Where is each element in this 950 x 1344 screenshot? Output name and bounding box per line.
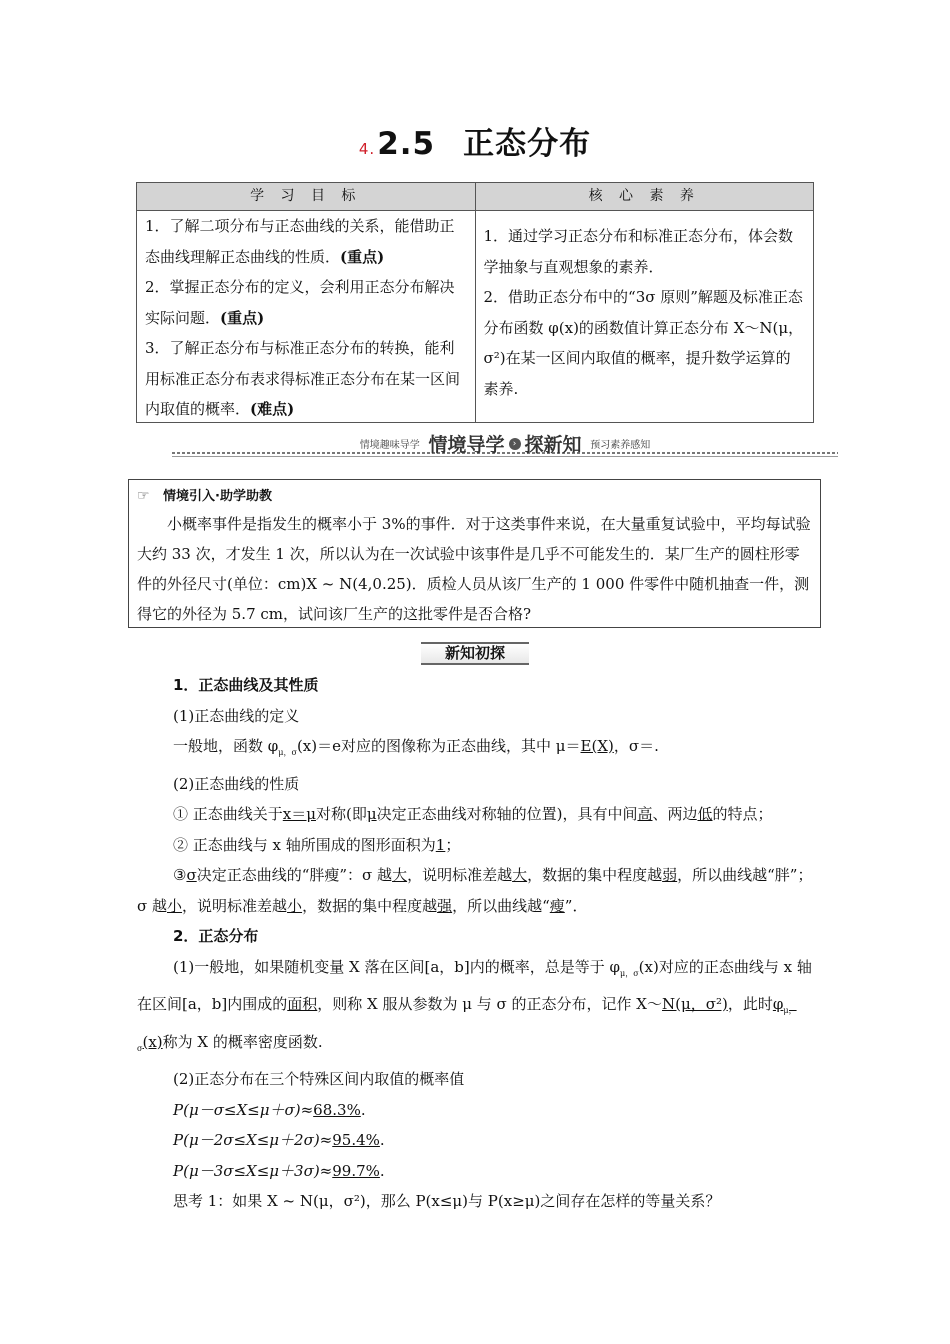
page-title [0,118,950,163]
property-3: ③σ决定正态曲线的“胖瘦”：σ 越大，说明标准差越大，数据的集中程度越弱，所以曲线越“胖”；σ 越小，说明标准差越小，数据的集中程度越强，所以曲线越“瘦”． [137,866,813,915]
title-name: 正态分布 [463,126,592,162]
goals-left-column [137,211,476,423]
title-prefix: 4. [358,140,376,158]
probability-2sigma: P(μ－2σ≤X≤μ＋2σ)≈95.4%. [173,1131,385,1149]
arrow-icon: › [509,438,521,450]
section-1-title: 1．正态曲线及其性质 [173,676,319,694]
section-banner [172,430,838,460]
property-1: ① 正态曲线关于x＝μ对称(即μ决定正态曲线对称轴的位置)，具有中间高、两边低的特点； [173,805,773,823]
probability-3sigma: P(μ－3σ≤X≤μ＋3σ)≈99.7%. [173,1161,385,1180]
banner-right-text: 预习素养感知 [590,440,651,451]
goals-right-column [476,211,814,423]
goal-item: 1．了解二项分布与正态曲线的关系，能借助正态曲线理解正态曲线的性质．(重点) [145,217,455,266]
goals-header-right: 核 心 素 养 [588,188,700,204]
goal-item: 3．了解正态分布与标准正态分布的转换，能利用标准正态分布表求得标准正态分布在某一区间内取值的概率．(难点) [145,339,461,418]
section-2-title: 2．正态分布 [173,927,259,945]
goals-table [136,182,814,423]
intro-label: 情境引入·助学助教 [163,489,272,504]
intro-box [128,479,821,628]
curve-definition: 一般地，函数 $\varphi_{\mu,\sigma}(x)=e$对应的图像称为正态曲线，其中 μ＝E(X)，σ＝. [173,737,659,757]
probability-1sigma: P(μ－σ≤X≤μ＋σ)≈68.3%. [173,1100,366,1119]
intro-text: 小概率事件是指发生的概率小于 3%的事件．对于这类事件来说，在大量重复试验中，平均每试验大约 33 次，才发生 1 次，所以认为在一次试验中该事件是几乎不可能发生的．某厂生产的圆柱形零件的外径尺寸(单位：cm)X ~ N(4,0.25)．质检人员从该厂生产的 1 000 件零件中随机抽查一件，测得它的外径为 5.7 cm，试问该厂生产的这批零件是否合格? [137,515,811,623]
main-content [137,670,815,1217]
banner-main-2: 探新知 [524,434,582,456]
property-2: ② 正态曲线与 x 轴所围成的图形面积为1； [173,835,461,854]
goal-item: 2．掌握正态分布的定义，会利用正态分布解决实际问题．(重点) [145,278,455,327]
title-number: 2.5 [377,126,436,162]
pointing-hand-icon: ☞ [137,488,150,504]
distribution-definition: (1)一般地，如果随机变量 X 落在区间[a，b]内的概率，总是等于 $\varphi_{\mu,\sigma}(x)$对应的正态曲线与 x 轴在区间[a，b]内围成的面积，则称 X 服从参数为 μ 与 σ 的正态分布，记作 X～N(μ，σ²)，此时$\varphi_{\mu,\sigma}(x)$称为 X 的概率密度函数. [137,957,812,1053]
banner-left-text: 情境趣味导学 [359,440,420,451]
subsection-1-2: (2)正态曲线的性质 [173,774,300,793]
subsection-2-2: (2)正态分布在三个特殊区间内取值的概率值 [173,1070,465,1088]
goals-header-left: 学 习 目 标 [137,183,476,210]
competency-item: 1．通过学习正态分布和标准正态分布，体会数学抽象与直观想象的素养． [483,227,794,276]
subsection-1-1: (1)正态曲线的定义 [173,706,300,725]
section-tag: 新知初探 [0,642,950,665]
banner-main-1: 情境导学 [428,434,505,456]
competency-item: 2．借助正态分布中的“3σ 原则”解题及标准正态分布函数 φ(x)的函数值计算正态分布 X～N(μ，σ²)在某一区间内取值的概率，提升数学运算的素养. [483,288,804,398]
think-question: 思考 1：如果 X ~ N(μ，σ²)，那么 P(x≤μ)与 P(x≥μ)之间存在怎样的等量关系？ [173,1192,721,1210]
